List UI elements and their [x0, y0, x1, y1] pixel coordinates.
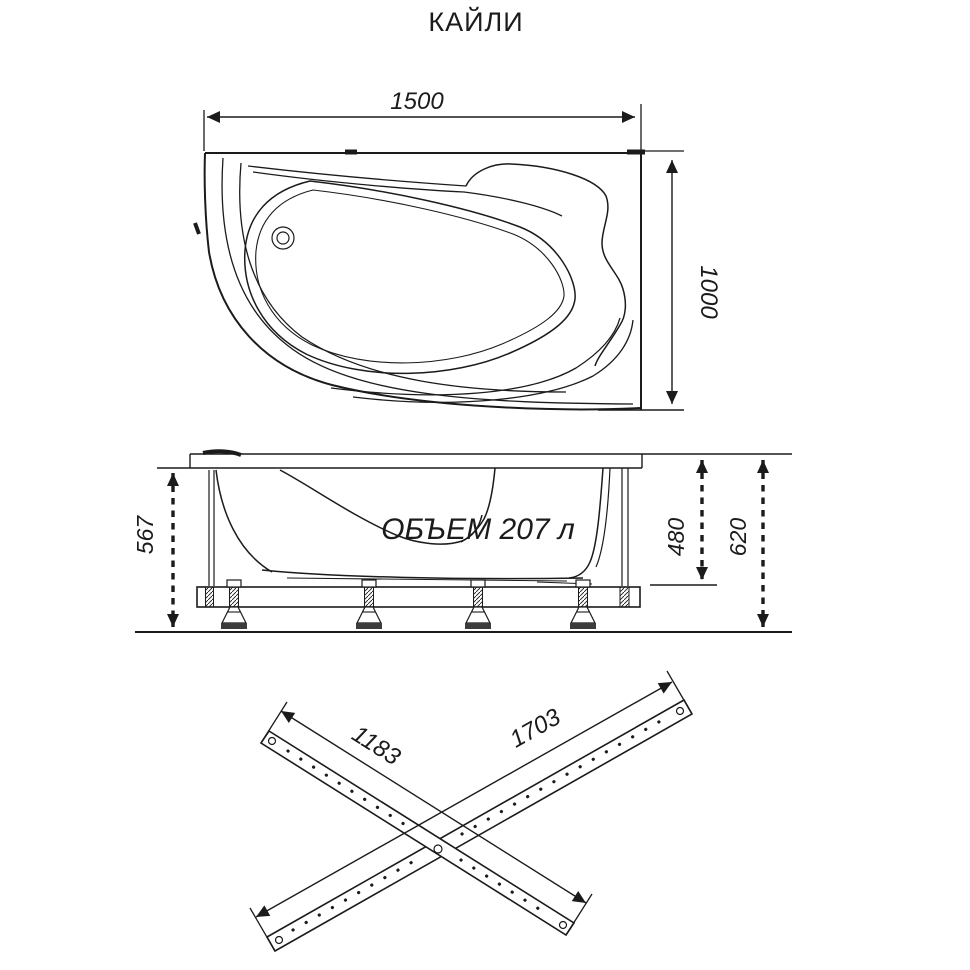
foot-base — [465, 623, 491, 629]
drain-inner-icon — [277, 232, 289, 244]
rail-body — [261, 731, 574, 935]
dim-480-label: 480 — [663, 517, 689, 557]
extension-line — [250, 908, 275, 951]
foot-base — [570, 623, 596, 629]
cross-rails — [250, 671, 692, 951]
seat-contour — [466, 164, 625, 366]
basin-outline — [245, 181, 575, 373]
support-frame — [197, 580, 640, 629]
frame-rail — [197, 587, 640, 607]
dim-567 — [132, 473, 173, 627]
adjuster-screw — [620, 587, 629, 607]
dim-depth-1000 — [645, 151, 722, 404]
rail-center-hole — [434, 845, 442, 853]
extension-line — [566, 894, 592, 935]
dim-620-label: 620 — [725, 517, 751, 557]
rail-short — [261, 731, 574, 935]
tub-bottom-line — [262, 570, 583, 579]
dimension-arrow-line — [256, 682, 672, 917]
adjuster-screw — [206, 587, 214, 607]
rim-contour-1 — [222, 158, 633, 404]
rail-end-hole — [276, 937, 283, 944]
dim-1703-label: 1703 — [505, 703, 566, 754]
foot-base — [356, 623, 382, 629]
dim-620 — [725, 460, 763, 627]
rail-end-hole — [677, 708, 684, 715]
rail-body — [267, 700, 692, 951]
tub-plan-outline — [195, 152, 684, 410]
rim-contour-2 — [240, 163, 566, 392]
overflow-mark — [195, 223, 199, 234]
foot-base — [221, 623, 247, 629]
rail-end-hole — [269, 738, 276, 745]
rail-end-hole — [560, 922, 567, 929]
tub-front-curve — [205, 153, 641, 409]
dim-width-label: 1500 — [390, 88, 444, 115]
volume-label: ОБЪЕМ 207 л — [381, 513, 575, 546]
dim-567-label: 567 — [132, 515, 158, 555]
top-view — [195, 88, 722, 410]
left-wall-curve — [216, 470, 272, 572]
dim-width-1500 — [204, 88, 641, 151]
dim-depth-label: 1000 — [695, 265, 722, 319]
drawing-title: КАЙЛИ — [428, 7, 524, 37]
side-view — [132, 451, 792, 632]
rail-long — [267, 700, 692, 951]
dim-480 — [650, 460, 717, 585]
dim-1183-label: 1183 — [347, 720, 406, 771]
tub-profile — [209, 468, 628, 586]
